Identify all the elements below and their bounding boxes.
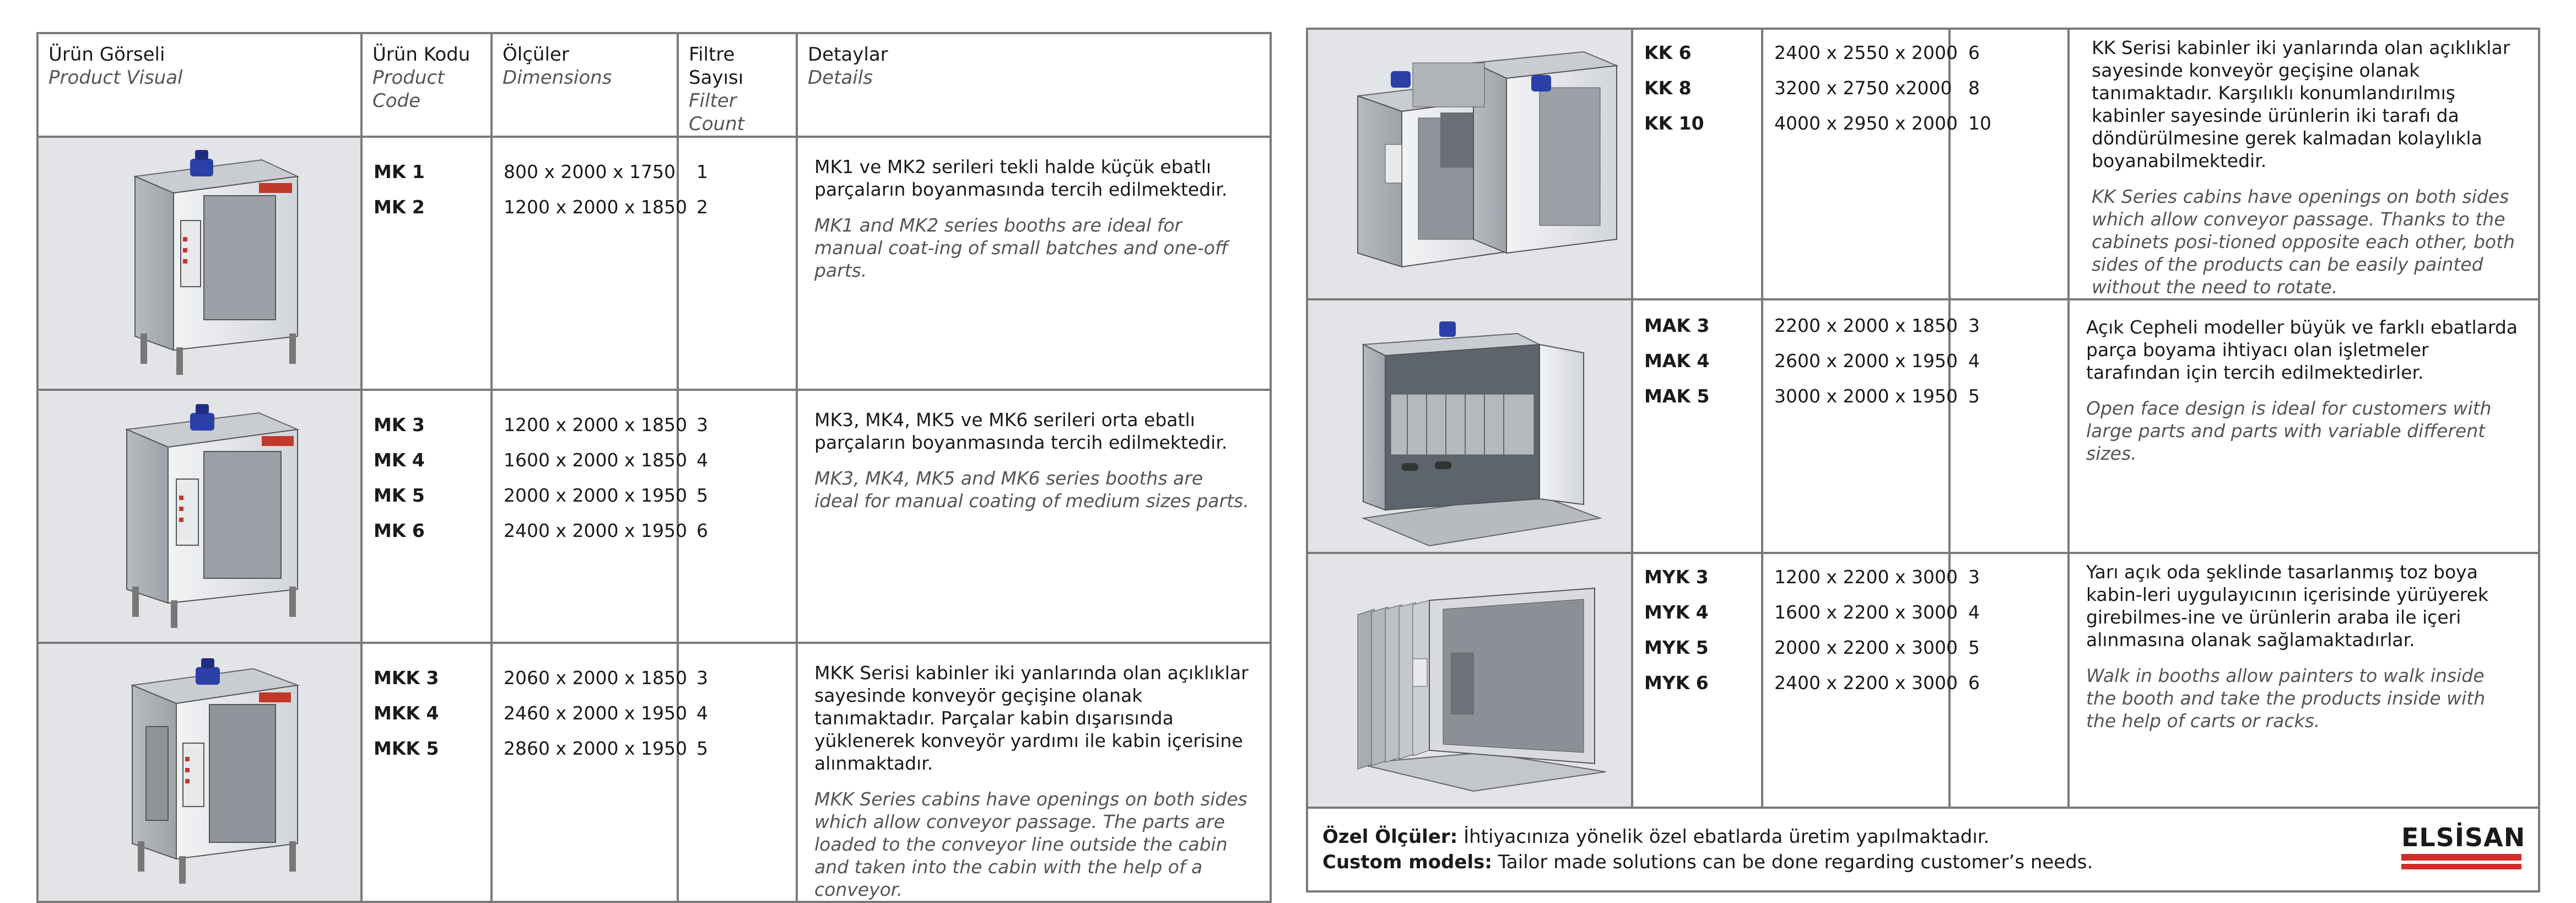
product-codes-cell bbox=[361, 643, 492, 902]
filter-count: 6 bbox=[1968, 42, 1980, 63]
product-dimensions: 2200 x 2000 x 1850 bbox=[1774, 315, 1958, 336]
filter-count: 5 bbox=[696, 738, 708, 759]
logo-bar bbox=[2401, 854, 2521, 861]
product-image-mk-small bbox=[37, 137, 361, 390]
filter-count: 5 bbox=[1968, 385, 1980, 407]
table-row bbox=[37, 390, 1271, 643]
filter-count: 4 bbox=[1968, 601, 1980, 623]
filter-count: 5 bbox=[696, 485, 708, 506]
filter-count: 6 bbox=[696, 520, 708, 541]
elsisan-logo bbox=[2401, 823, 2526, 869]
product-dimensions: 2400 x 2000 x 1950 bbox=[504, 520, 687, 541]
product-code: MK 4 bbox=[374, 449, 425, 471]
filter-count: 2 bbox=[696, 196, 708, 218]
product-dimensions: 2860 x 2000 x 1950 bbox=[504, 738, 687, 759]
product-code: KK 6 bbox=[1644, 42, 1692, 63]
product-code: MAK 5 bbox=[1644, 385, 1710, 407]
filter-count: 3 bbox=[696, 414, 708, 436]
product-code: MYK 6 bbox=[1644, 672, 1709, 694]
filter-count: 1 bbox=[696, 161, 708, 182]
filter-count-cell bbox=[1949, 29, 2069, 299]
product-code: MYK 3 bbox=[1644, 566, 1709, 588]
details-text-tr: Açık Cepheli modeller büyük ve farklı ebatlarda parça boyama ihtiyacı olan işletmeler tarafından için tercih edilmektedirler. bbox=[2086, 316, 2518, 383]
filter-count-cell bbox=[1949, 553, 2069, 808]
product-dimensions: 2060 x 2000 x 1850 bbox=[504, 667, 687, 689]
product-dimensions: 3000 x 2000 x 1950 bbox=[1774, 385, 1958, 407]
product-image-mkk bbox=[37, 643, 361, 902]
table-row bbox=[1307, 553, 2539, 808]
product-dimensions: 1600 x 2200 x 3000 bbox=[1774, 601, 1958, 623]
product-code: MK 5 bbox=[374, 485, 425, 506]
product-dimensions: 2000 x 2000 x 1950 bbox=[504, 485, 687, 506]
details-text-en: KK Series cabins have openings on both sides which allow conveyor passage. Thanks to the cabinets posi-tioned opposite each other, both sides of the products can be easily painted without the need to rotate. bbox=[2092, 186, 2515, 298]
product-dimensions: 4000 x 2950 x 2000 bbox=[1774, 112, 1958, 134]
product-dimensions: 1600 x 2000 x 1850 bbox=[504, 449, 687, 471]
details-text-tr: KK Serisi kabinler iki yanlarında olan açıklıklar sayesinde konveyör geçişine olanak tanımaktadır. Karşılıklı konumlandırılmış kabinler sayesinde ürünlerin iki tarafı da döndürülmesine gerek kalmadan kolaylıkla boyanabilmektedir. bbox=[2092, 37, 2510, 171]
dimensions-cell bbox=[492, 137, 687, 390]
product-dimensions: 3200 x 2750 x2000 bbox=[1774, 77, 1952, 99]
product-dimensions: 2000 x 2200 x 3000 bbox=[1774, 637, 1958, 658]
dimensions-cell bbox=[492, 643, 687, 902]
dimensions-cell bbox=[1762, 299, 1958, 553]
details-text-en: Walk in booths allow painters to walk inside the booth and take the products inside with the help of carts or racks. bbox=[2086, 665, 2486, 732]
product-code: KK 8 bbox=[1644, 77, 1692, 99]
product-code: MAK 4 bbox=[1644, 350, 1710, 372]
footer-row bbox=[1307, 808, 2539, 891]
details-cell bbox=[797, 390, 1271, 643]
product-codes-cell bbox=[361, 390, 492, 643]
details-cell bbox=[797, 137, 1271, 390]
filter-count: 8 bbox=[1968, 77, 1980, 99]
filter-count: 4 bbox=[696, 702, 708, 724]
product-code: MKK 4 bbox=[374, 702, 439, 724]
product-image-kk bbox=[1307, 29, 1632, 299]
details-cell bbox=[2069, 29, 2539, 299]
filter-count: 10 bbox=[1968, 112, 1991, 134]
product-code: MYK 5 bbox=[1644, 637, 1709, 658]
table-row bbox=[37, 643, 1271, 902]
product-dimensions: 2460 x 2000 x 1950 bbox=[504, 702, 687, 724]
details-text-tr: MKK Serisi kabinler iki yanlarında olan açıklıklar sayesinde konveyör geçişine olanak tanımaktadır. Parçalar kabin dışarısında yüklenerek konveyör yardımı ile kabin içerisine alınmaktadır. bbox=[814, 662, 1249, 774]
details-text-en: MKK Series cabins have openings on both sides which allow conveyor passage. The parts are loaded to the conveyor line outside the cabin and taken into the cabin with the help of a conveyor. bbox=[814, 788, 1248, 900]
dimensions-cell bbox=[492, 390, 687, 643]
product-code: MK 2 bbox=[374, 196, 425, 218]
logo-bar bbox=[2401, 864, 2521, 869]
header-details: Detaylar Details bbox=[797, 33, 1271, 137]
product-code: MYK 4 bbox=[1644, 601, 1709, 623]
details-text-tr: MK1 ve MK2 serileri tekli halde küçük ebatlı parçaların boyanmasında tercih edilmektedir. bbox=[814, 156, 1228, 200]
filter-count: 3 bbox=[1968, 315, 1980, 336]
details-text-en: Open face design is ideal for customers with large parts and parts with variable different sizes. bbox=[2086, 397, 2492, 464]
table-row bbox=[37, 137, 1271, 390]
product-image-mak bbox=[1307, 299, 1632, 553]
product-codes-cell bbox=[1632, 299, 1762, 553]
product-dimensions: 1200 x 2000 x 1850 bbox=[504, 196, 687, 218]
filter-count-cell bbox=[1949, 299, 2069, 553]
details-cell bbox=[2069, 553, 2539, 808]
product-codes-cell bbox=[1632, 29, 1762, 299]
filter-count: 4 bbox=[1968, 350, 1980, 372]
details-text-en: MK1 and MK2 series booths are ideal for manual coat-ing of small batches and one-off parts. bbox=[814, 214, 1228, 281]
logo-text: ELSİSAN bbox=[2401, 823, 2526, 852]
product-dimensions: 1200 x 2200 x 3000 bbox=[1774, 566, 1958, 588]
table-row bbox=[1307, 299, 2539, 553]
product-code: MKK 3 bbox=[374, 667, 439, 689]
product-code: MKK 5 bbox=[374, 738, 439, 759]
filter-count: 3 bbox=[696, 667, 708, 689]
product-dimensions: 2600 x 2000 x 1950 bbox=[1774, 350, 1958, 372]
product-code: KK 10 bbox=[1644, 112, 1704, 134]
table-row bbox=[1307, 29, 2539, 299]
product-table-left bbox=[36, 32, 1272, 903]
custom-sizes-en: Custom models: Tailor made solutions can be done regarding customer’s needs. bbox=[1322, 851, 2093, 873]
filter-count-cell bbox=[678, 643, 797, 902]
product-dimensions: 2400 x 2550 x 2000 bbox=[1774, 42, 1958, 63]
product-dimensions: 2400 x 2200 x 3000 bbox=[1774, 672, 1958, 694]
header-dimensions: Ölçüler Dimensions bbox=[492, 33, 678, 137]
dimensions-cell bbox=[1762, 29, 1958, 299]
header-code: Ürün Kodu Product Code bbox=[361, 33, 492, 137]
product-code: MAK 3 bbox=[1644, 315, 1710, 336]
product-code: MK 6 bbox=[374, 520, 425, 541]
product-codes-cell bbox=[361, 137, 492, 390]
details-text-tr: Yarı açık oda şeklinde tasarlanmış toz boya kabin-leri uygulayıcının içerisinde yürüyerek girebilmes-ine ve ürünlerin araba ile içeri alınmasına olanak sağlamaktadırlar. bbox=[2086, 561, 2488, 651]
product-codes-cell bbox=[1632, 553, 1762, 808]
details-text-en: MK3, MK4, MK5 and MK6 series booths are ideal for manual coating of medium sizes parts. bbox=[814, 467, 1249, 512]
product-table-right bbox=[1306, 28, 2540, 893]
details-text-tr: MK3, MK4, MK5 ve MK6 serileri orta ebatlı parçaların boyanmasında tercih edilmektedir. bbox=[814, 409, 1228, 453]
custom-sizes-tr: Özel Ölçüler: İhtiyacınıza yönelik özel ebatlarda üretim yapılmaktadır. bbox=[1322, 826, 1990, 848]
filter-count: 3 bbox=[1968, 566, 1980, 588]
filter-count-cell bbox=[678, 137, 797, 390]
product-image-mk-medium bbox=[37, 390, 361, 643]
product-code: MK 3 bbox=[374, 414, 425, 436]
product-dimensions: 1200 x 2000 x 1850 bbox=[504, 414, 687, 436]
details-cell bbox=[797, 643, 1271, 902]
product-image-myk bbox=[1307, 553, 1632, 808]
product-code: MK 1 bbox=[374, 161, 425, 182]
table-header-row bbox=[37, 33, 1271, 137]
product-dimensions: 800 x 2000 x 1750 bbox=[504, 161, 676, 182]
details-cell bbox=[2069, 299, 2539, 553]
filter-count: 6 bbox=[1968, 672, 1980, 694]
filter-count-cell bbox=[678, 390, 797, 643]
header-visual: Ürün Görseli Product Visual bbox=[37, 33, 361, 137]
filter-count: 5 bbox=[1968, 637, 1980, 658]
header-filter-count: Filtre Sayısı Filter Count bbox=[678, 33, 797, 137]
dimensions-cell bbox=[1762, 553, 1958, 808]
footer-cell bbox=[1307, 808, 2539, 891]
filter-count: 4 bbox=[696, 449, 708, 471]
